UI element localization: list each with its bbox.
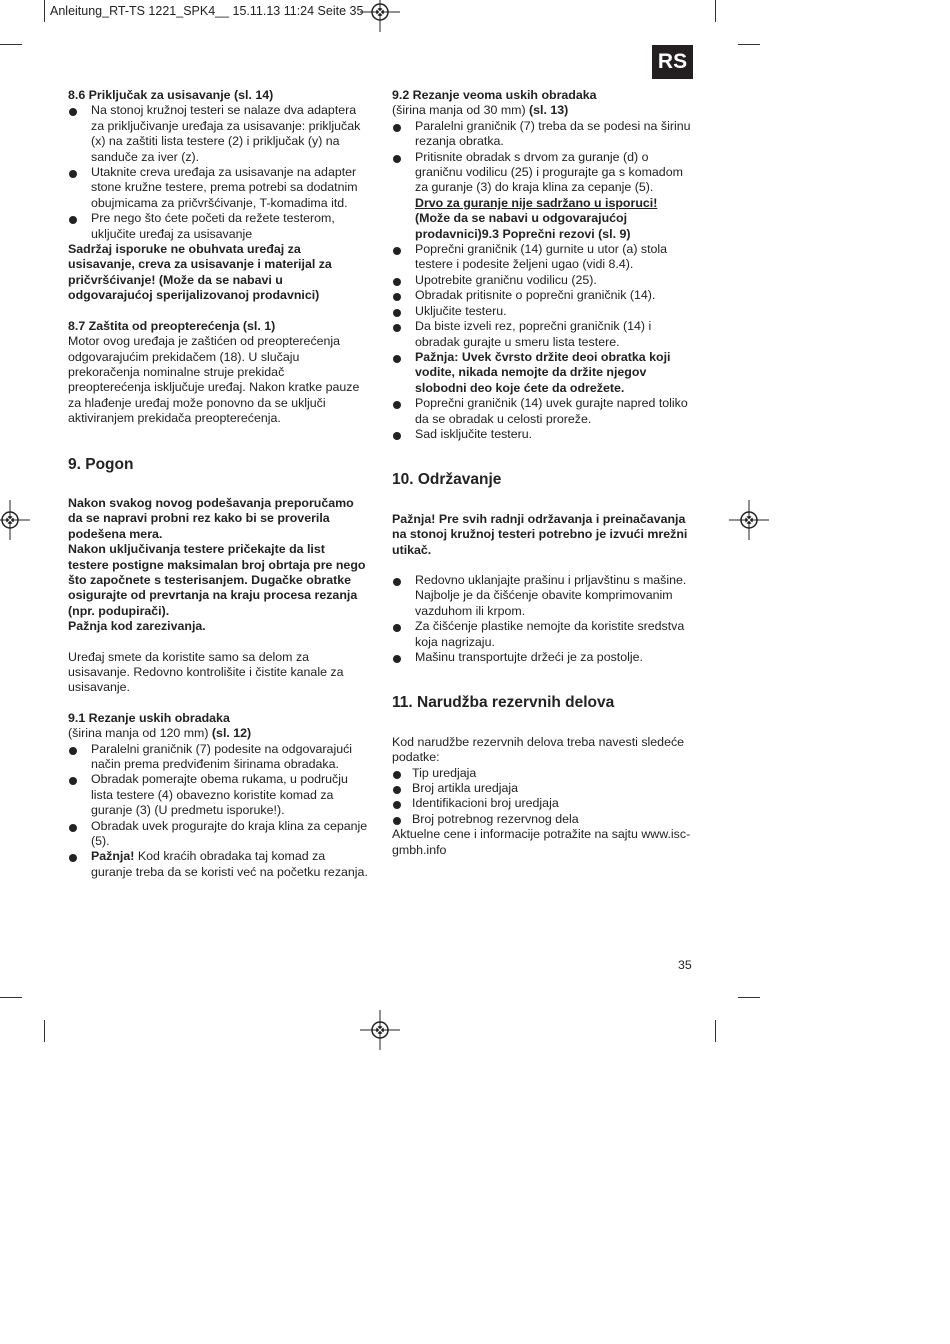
list-item: Tip uredjaja [392, 766, 697, 781]
warning-label: Pažnja! [91, 849, 135, 864]
list-item: Poprečni graničnik (14) gurnite u utor (a) stola testere i podesite željeni ugao (vidi 8.4). [392, 242, 697, 273]
list-item: Utaknite creva uređaja za usisavanje na adapter stone kružne testere, prema potrebi sa dodatnim obujmicama za pričvršćivanje, T-komadima itd. [68, 165, 368, 211]
crop-mark [738, 44, 760, 45]
list-item: Na stonoj kružnoj testeri se nalaze dva adaptera za priključivanje uređaja za usisavanje: priključak (x) na zaštiti lista testere (2) i priključak (y) na sanduče za iver (z). [68, 103, 368, 165]
list-item: Upotrebite graničnu vodilicu (25). [392, 273, 697, 288]
section-11-heading: 11. Narudžba rezervnih delova [392, 694, 615, 712]
right-column [392, 88, 697, 858]
list-item: Broj artikla uredjaja [392, 781, 697, 796]
section-9-note-2: Nakon uključivanja testere pričekajte da list testere postigne maksimalan broj obrtaja pre nego što započnete s testerisanjem. Dugačke obratke osigurajte od prevrtanja na kraju procesa rezanja (npr. podupirači). [68, 542, 366, 618]
section-9-2-list [392, 119, 697, 443]
list-item: Identifikacioni broj uredjaja [392, 796, 697, 811]
underlined-note: Drvo za guranje nije sadržano u isporuci! [415, 195, 658, 210]
crop-mark [44, 1020, 45, 1042]
section-11-intro: Kod narudžbe rezervnih delova treba navesti sledeće podatke: [392, 734, 685, 765]
crop-mark [44, 0, 45, 22]
list-item: Poprečni graničnik (14) uvek gurajte napred toliko da se obradak u celosti proreže. [392, 396, 697, 427]
section-9-2-title: 9.2 Rezanje veoma uskih obradaka [392, 88, 597, 102]
registration-mark-icon [360, 0, 400, 32]
section-9-2-subtitle [392, 103, 697, 118]
section-11-list [392, 766, 697, 828]
crop-mark [715, 0, 716, 22]
section-9-1-subtitle [68, 726, 368, 741]
section-10-list [392, 573, 697, 665]
section-10-note: Pažnja! Pre svih radnji održavanja i preinačavanja na stonoj kružnoj testeri potrebno je izvući mrežni utikač. [392, 511, 688, 557]
section-11-outro: Aktuelne cene i informacije potražite na sajtu www.isc-gmbh.info [392, 827, 691, 857]
list-item: Pre nego što ćete početi da režete testerom, uključite uređaj za usisavanje [68, 211, 368, 242]
section-8-6-list [68, 103, 368, 242]
list-item: Obradak pritisnite o poprečni graničnik (14). [392, 288, 697, 303]
section-8-6-title: 8.6 Priključak za usisavanje (sl. 14) [68, 88, 274, 102]
list-item: Redovno uklanjajte prašinu i prljavštinu s mašine. Najbolje je da čišćenje obavite komprimovanim vazduhom ili krpom. [392, 573, 697, 619]
left-column [68, 88, 368, 880]
list-item: Pažnja: Uvek čvrsto držite deoi obratka koji vodite, nikada nemojte da držite njegov slobodni deo koje ćete da odrežete. [392, 350, 697, 396]
list-item: Obradak uvek progurajte do kraja klina za cepanje (5). [68, 819, 368, 850]
figure-ref: (sl. 13) [529, 103, 569, 118]
warning-text: Kod kraćih obradaka taj komad za guranje treba da se koristi već na početku rezanja. [91, 849, 368, 879]
page-number: 35 [678, 958, 692, 972]
registration-mark-icon [0, 500, 30, 540]
section-10-heading: 10. Održavanje [392, 471, 502, 489]
subtitle-text: (širina manja od 120 mm) [68, 726, 212, 741]
list-item: Za čišćenje plastike nemojte da koristite sredstva koja nagrizaju. [392, 619, 697, 650]
section-8-6-note: Sadržaj isporuke ne obuhvata uređaj za usisavanje, creva za usisavanje i materijal za pričvršćivanje! (Može da se nabavi u odgovarajućoj sperijalizovanoj prodavnici) [68, 242, 332, 303]
list-item: Da biste izveli rez, poprečni graničnik (14) i obradak gurajte u smeru lista testere. [392, 319, 697, 350]
list-item [392, 150, 697, 242]
crop-mark [0, 44, 22, 45]
section-9-heading: 9. Pogon [68, 455, 134, 473]
registration-mark-icon [360, 1010, 400, 1050]
crop-mark [738, 997, 760, 998]
list-item: Paralelni graničnik (7) podesite na odgovarajući način prema predviđenim širinama obradaka. [68, 742, 368, 773]
section-9-note-3: Pažnja kod zarezivanja. [68, 619, 206, 634]
crop-mark [715, 1020, 716, 1042]
section-8-7-title: 8.7 Zaštita od preopterećenja (sl. 1) [68, 318, 276, 333]
figure-ref: (sl. 12) [211, 726, 252, 741]
list-item: Sad isključite testeru. [392, 427, 697, 442]
list-item: Obradak pomerajte obema rukama, u području lista testere (4) obavezno koristite komad za guranje (3) (U predmetu isporuke!). [68, 772, 368, 818]
list-item: Mašinu transportujte držeći je za postolje. [392, 650, 697, 665]
list-item: Uključite testeru. [392, 304, 697, 319]
crop-mark [0, 997, 22, 998]
list-item: Broj potrebnog rezervnog dela [392, 812, 697, 827]
print-slug: Anleitung_RT-TS 1221_SPK4__ 15.11.13 11:24 Seite 35 [50, 4, 364, 18]
list-item: Paralelni graničnik (7) treba da se podesi na širinu rezanja obratka. [392, 119, 697, 150]
list-item-text: Pritisnite obradak s drvom za guranje (d) o graničnu vodilicu (25) i progurajte ga s komadom za guranje (3) do kraja klina za cepanje (5). [415, 149, 683, 195]
section-9-1-title: 9.1 Rezanje uskih obradaka [68, 710, 230, 725]
subtitle-text: (širina manja od 30 mm) [392, 103, 530, 118]
section-9-text: Uređaj smete da koristite samo sa delom za usisavanje. Redovno kontrolišite i čistite kanale za usisavanje. [68, 649, 344, 695]
section-9-note-1: Nakon svakog novog podešavanja preporučamo da se napravi probni rez kako bi se proverila podešena mera. [68, 495, 354, 541]
list-item [68, 849, 368, 880]
section-8-7-text: Motor ovog uređaja je zaštićen od preopterećenja odgovarajućim prekidačem (18). U slučaju prekoračenja nominalne struje prekidač preopterećenja isključuje uređaj. Nakon kratke pauze za hlađenje uređaj može ponovno da se uključi aktiviranjem prekidača preopterećenja. [68, 334, 360, 426]
section-9-3-title: (Može da se nabavi u odgovarajućoj prodavnici)9.3 Poprečni rezovi (sl. 9) [415, 211, 631, 241]
language-badge: RS [652, 45, 693, 79]
section-9-1-list [68, 742, 368, 881]
registration-mark-icon [729, 500, 769, 540]
